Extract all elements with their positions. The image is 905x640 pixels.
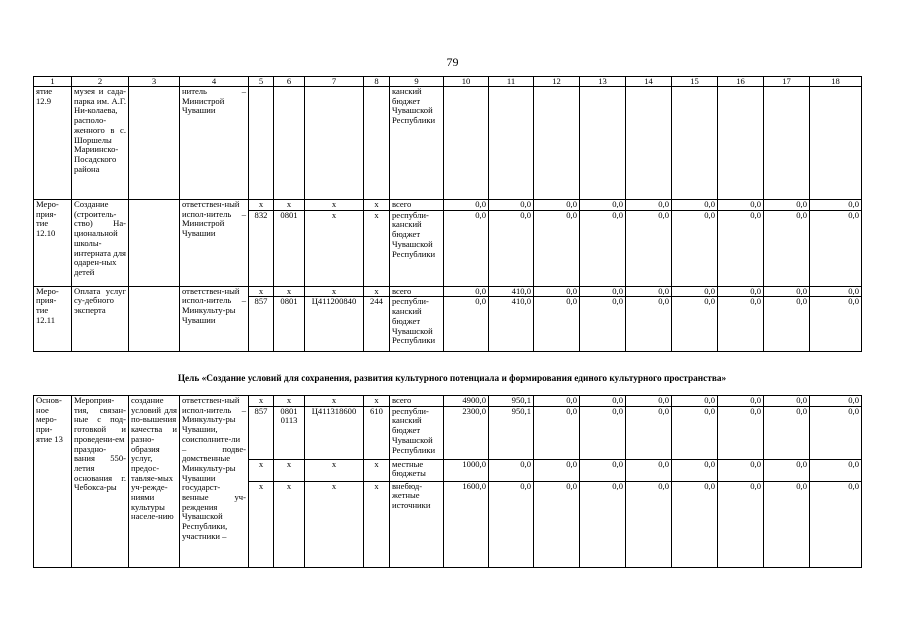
section-code: 0801 0113 [274, 406, 305, 459]
section-code: x [274, 286, 305, 297]
funding-source: канский бюджет Чувашской Республики [390, 87, 444, 200]
value-2026-2030: 0,0 [764, 459, 810, 481]
value-2022: 0,0 [580, 297, 626, 352]
value-2021: 0,0 [534, 200, 580, 211]
value-2023: 0,0 [626, 406, 672, 459]
value-2020: 410,0 [489, 286, 534, 297]
value-2031-2035: 0,0 [810, 406, 862, 459]
column-number: 16 [718, 77, 764, 87]
funding-source: всего [390, 286, 444, 297]
funding-source: республи-канский бюджет Чувашской Республики [390, 297, 444, 352]
target-article: x [305, 481, 364, 567]
value-2022: 0,0 [580, 200, 626, 211]
value-2023: 0,0 [626, 396, 672, 407]
table-row [34, 200, 862, 211]
expense-type: x [364, 459, 390, 481]
target-article [305, 87, 364, 200]
value-2026-2030: 0,0 [764, 406, 810, 459]
expense-type: x [364, 286, 390, 297]
value-2031-2035: 0,0 [810, 210, 862, 286]
value-2021: 0,0 [534, 459, 580, 481]
program-table-top [33, 76, 862, 352]
section-code: 0801 [274, 297, 305, 352]
value-2024: 0,0 [672, 200, 718, 211]
executor: нитель – Министрой Чувашии [180, 87, 249, 200]
executor: ответствен-ный испол-нитель – Минкульту-ры Чувашии, соисполните-ли – подве-домственные Минкульту-ры Чувашии государст-венные уч-реждения Чувашской Республики, участники – [180, 396, 249, 568]
event-name: Мероприя-тия, связан-ные с под-готовкой и проведени-ем праздно-вания 550-летия основания г. Чебокса-ры [72, 396, 129, 568]
value-2025: 0,0 [718, 406, 764, 459]
value-2024: 0,0 [672, 406, 718, 459]
goal-heading: Цель «Создание условий для сохранения, развития культурного потенциала и формирования единого культурного пространства» [177, 374, 727, 384]
value-2022: 0,0 [580, 406, 626, 459]
value-2020 [489, 87, 534, 200]
expense-type: x [364, 396, 390, 407]
event-code: Меро- прия- тие 12.11 [34, 286, 72, 352]
value-2019 [444, 87, 489, 200]
value-2019: 0,0 [444, 286, 489, 297]
value-2019: 0,0 [444, 200, 489, 211]
value-2020: 410,0 [489, 297, 534, 352]
target-article: x [305, 200, 364, 211]
grbs-code: x [249, 200, 274, 211]
event-code: Основ- ное меро- при- ятие 13 [34, 396, 72, 568]
grbs-code: 857 [249, 297, 274, 352]
column-number: 17 [764, 77, 810, 87]
value-2021: 0,0 [534, 297, 580, 352]
value-2023: 0,0 [626, 459, 672, 481]
value-2020: 0,0 [489, 481, 534, 567]
target-article: x [305, 396, 364, 407]
value-2019: 4900,0 [444, 396, 489, 407]
grbs-code: x [249, 481, 274, 567]
value-2025: 0,0 [718, 481, 764, 567]
value-2022: 0,0 [580, 396, 626, 407]
table-row [34, 286, 862, 297]
expense-type: x [364, 210, 390, 286]
goal-text [129, 200, 180, 287]
value-2022: 0,0 [580, 481, 626, 567]
value-2024 [672, 87, 718, 200]
value-2021: 0,0 [534, 396, 580, 407]
column-number: 7 [305, 77, 364, 87]
section-code: x [274, 459, 305, 481]
section-code: 0801 [274, 210, 305, 286]
column-number: 14 [626, 77, 672, 87]
value-2031-2035: 0,0 [810, 286, 862, 297]
expense-type: x [364, 200, 390, 211]
column-number: 3 [129, 77, 180, 87]
grbs-code: 832 [249, 210, 274, 286]
event-name: музея и сада-парка им. А.Г. Ни-колаева, располо-женного в с. Шоршелы Мариинско-Посадского района [72, 87, 129, 200]
funding-source: всего [390, 200, 444, 211]
value-2020: 0,0 [489, 200, 534, 211]
value-2022: 0,0 [580, 210, 626, 286]
value-2023: 0,0 [626, 200, 672, 211]
funding-source: внебюд-жетные источники [390, 481, 444, 567]
target-article: x [305, 459, 364, 481]
funding-source: республи-канский бюджет Чувашской Республики [390, 406, 444, 459]
column-number: 13 [580, 77, 626, 87]
value-2024: 0,0 [672, 396, 718, 407]
target-article: x [305, 286, 364, 297]
value-2020: 950,1 [489, 406, 534, 459]
value-2031-2035: 0,0 [810, 200, 862, 211]
table-row [34, 87, 862, 200]
value-2020: 950,1 [489, 396, 534, 407]
expense-type: x [364, 481, 390, 567]
target-article: Ц411318600 [305, 406, 364, 459]
value-2022: 0,0 [580, 286, 626, 297]
value-2019: 0,0 [444, 297, 489, 352]
value-2021: 0,0 [534, 481, 580, 567]
value-2025: 0,0 [718, 459, 764, 481]
value-2031-2035: 0,0 [810, 459, 862, 481]
executor: ответствен-ный испол-нитель – Минкульту-ры Чувашии [180, 286, 249, 352]
column-number: 18 [810, 77, 862, 87]
column-number: 11 [489, 77, 534, 87]
value-2031-2035: 0,0 [810, 297, 862, 352]
event-code: Меро- прия- тие 12.10 [34, 200, 72, 287]
column-number-row [34, 77, 862, 87]
goal-text [129, 87, 180, 200]
column-number: 9 [390, 77, 444, 87]
grbs-code [249, 87, 274, 200]
value-2023: 0,0 [626, 297, 672, 352]
column-number: 8 [364, 77, 390, 87]
value-2026-2030 [764, 87, 810, 200]
value-2024: 0,0 [672, 459, 718, 481]
value-2024: 0,0 [672, 286, 718, 297]
value-2020: 0,0 [489, 459, 534, 481]
goal-text [129, 286, 180, 352]
value-2021: 0,0 [534, 286, 580, 297]
value-2023: 0,0 [626, 481, 672, 567]
value-2019: 1000,0 [444, 459, 489, 481]
column-number: 2 [72, 77, 129, 87]
executor: ответствен-ный испол-нитель – Министрой Чувашии [180, 200, 249, 287]
column-number: 4 [180, 77, 249, 87]
value-2031-2035 [810, 87, 862, 200]
value-2022 [580, 87, 626, 200]
value-2025: 0,0 [718, 297, 764, 352]
value-2025: 0,0 [718, 200, 764, 211]
table-row [34, 396, 862, 407]
value-2025: 0,0 [718, 210, 764, 286]
target-article: x [305, 210, 364, 286]
value-2026-2030: 0,0 [764, 396, 810, 407]
value-2020: 0,0 [489, 210, 534, 286]
value-2031-2035: 0,0 [810, 396, 862, 407]
event-code: ятие 12.9 [34, 87, 72, 200]
value-2031-2035: 0,0 [810, 481, 862, 567]
section-code [274, 87, 305, 200]
value-2023 [626, 87, 672, 200]
expense-type: 244 [364, 297, 390, 352]
value-2025: 0,0 [718, 396, 764, 407]
funding-source: республи-канский бюджет Чувашской Республики [390, 210, 444, 286]
section-code: x [274, 396, 305, 407]
value-2019: 1600,0 [444, 481, 489, 567]
page-number: 79 [446, 55, 459, 69]
value-2024: 0,0 [672, 297, 718, 352]
target-article: Ц411200840 [305, 297, 364, 352]
value-2025 [718, 87, 764, 200]
event-name: Оплата услуг су-дебного эксперта [72, 286, 129, 352]
goal-text: создание условий для по-вышения качества и разно-образия услуг, предос-тавляе-мых уч-режде-ниями культуры населе-нию [129, 396, 180, 568]
column-number: 10 [444, 77, 489, 87]
grbs-code: 857 [249, 406, 274, 459]
value-2019: 2300,0 [444, 406, 489, 459]
column-number: 12 [534, 77, 580, 87]
grbs-code: x [249, 286, 274, 297]
value-2023: 0,0 [626, 286, 672, 297]
funding-source: всего [390, 396, 444, 407]
value-2022: 0,0 [580, 459, 626, 481]
column-number: 5 [249, 77, 274, 87]
column-number: 1 [34, 77, 72, 87]
value-2026-2030: 0,0 [764, 297, 810, 352]
value-2023: 0,0 [626, 210, 672, 286]
value-2026-2030: 0,0 [764, 481, 810, 567]
value-2019: 0,0 [444, 210, 489, 286]
value-2026-2030: 0,0 [764, 210, 810, 286]
column-number: 15 [672, 77, 718, 87]
value-2024: 0,0 [672, 481, 718, 567]
value-2021: 0,0 [534, 406, 580, 459]
funding-source: местные бюджеты [390, 459, 444, 481]
grbs-code: x [249, 459, 274, 481]
value-2026-2030: 0,0 [764, 286, 810, 297]
grbs-code: x [249, 396, 274, 407]
value-2024: 0,0 [672, 210, 718, 286]
value-2021 [534, 87, 580, 200]
section-code: x [274, 481, 305, 567]
value-2026-2030: 0,0 [764, 200, 810, 211]
column-number: 6 [274, 77, 305, 87]
event-name: Создание (строитель-ство) На-циональной школы-интерната для одарен-ных детей [72, 200, 129, 287]
expense-type [364, 87, 390, 200]
section-code: x [274, 200, 305, 211]
value-2021: 0,0 [534, 210, 580, 286]
program-table-bottom [33, 395, 862, 568]
value-2025: 0,0 [718, 286, 764, 297]
expense-type: 610 [364, 406, 390, 459]
